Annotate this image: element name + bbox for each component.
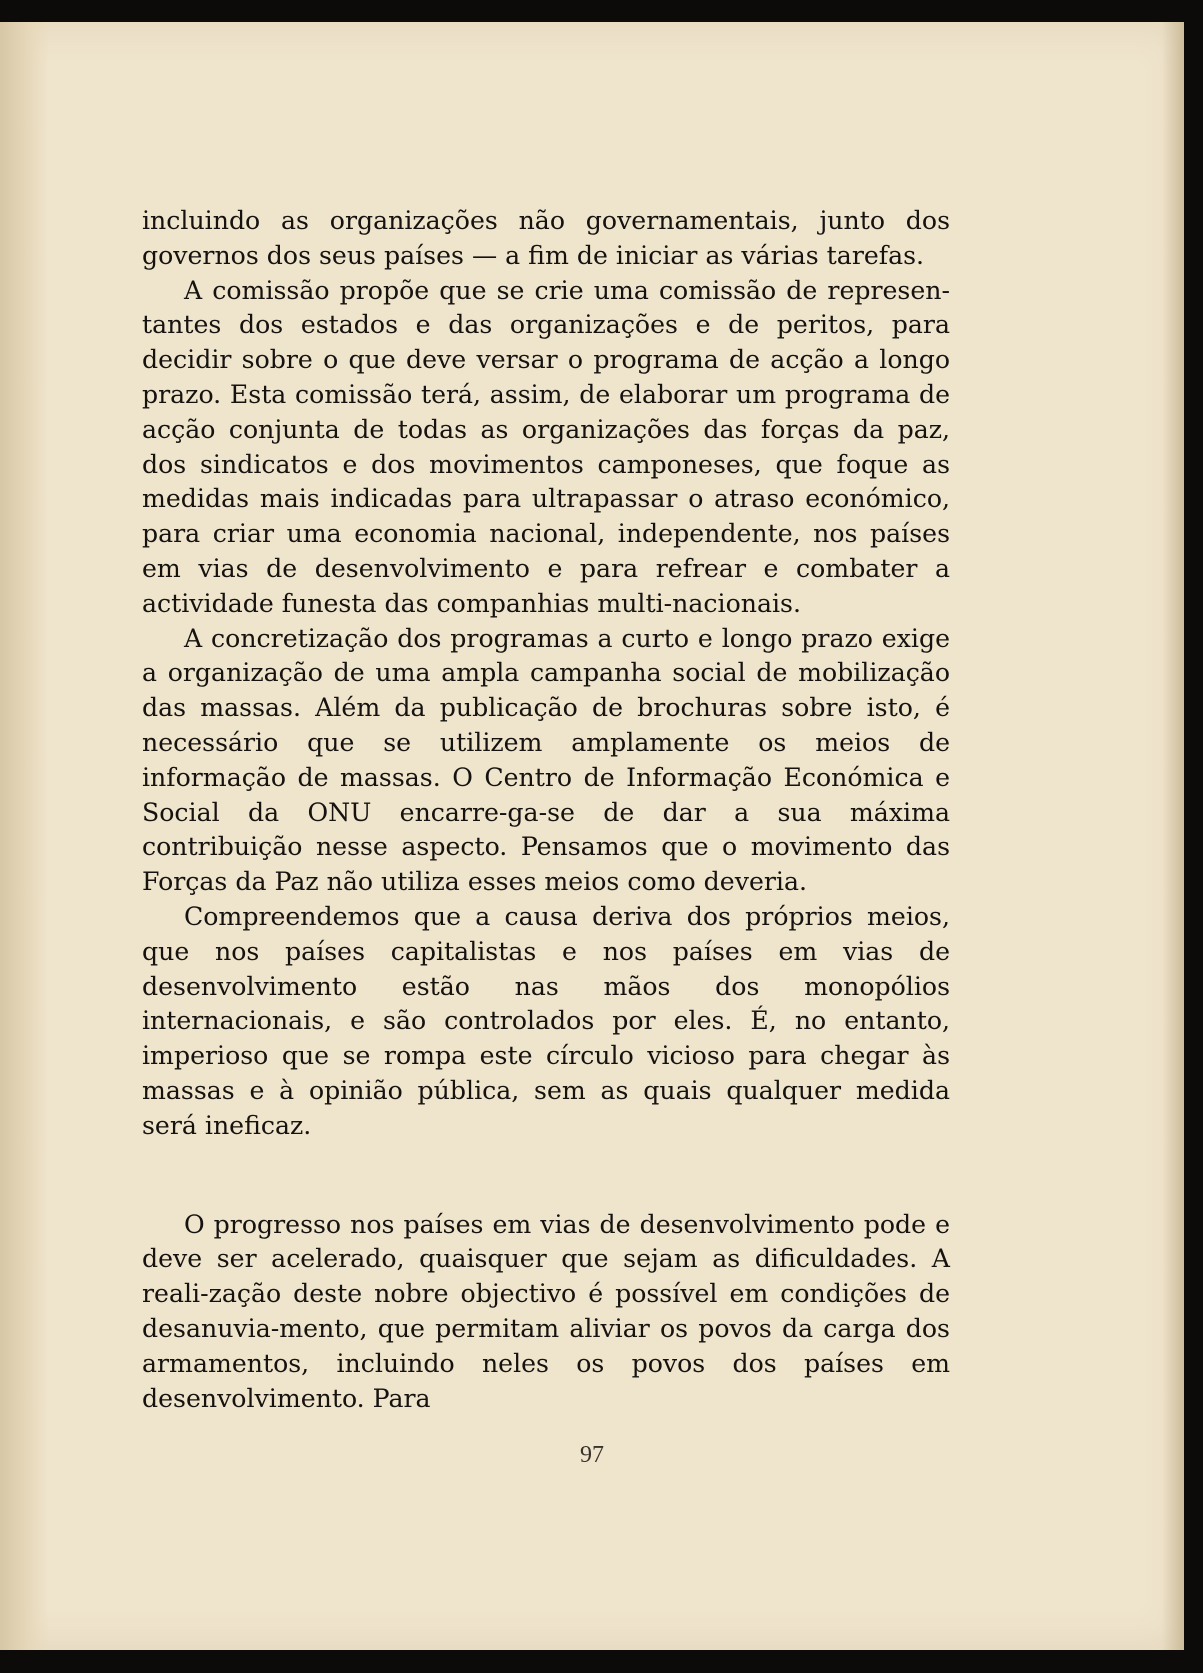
book-page bbox=[0, 22, 1184, 1650]
paragraph-3: A concretização dos programas a curto e longo prazo exige a organização de uma ampla campanha social de mobilização das massas. Além da publicação de brochuras sobre isto, é necessário que se utilizem amplamente os meios de informação de massas. O Centro de Informação Económica e Social da ONU encarre-ga-se de dar a sua máxima contribuição nesse aspecto. Pensamos que o movimento das Forças da Paz não utiliza esses meios como deveria. bbox=[142, 623, 950, 897]
body-text bbox=[142, 204, 950, 1416]
page-number: 97 bbox=[580, 1442, 604, 1468]
paragraph-5: O progresso nos países em vias de desenvolvimento pode e deve ser acelerado, quaisquer que sejam as dificuldades. A reali-zação deste nobre objectivo é possível em condições de desanuvia-mento, que permitam aliviar os povos da carga dos armamentos, incluindo neles os povos dos países em desenvolvimento. Para bbox=[142, 1209, 950, 1413]
paragraph-4: Compreendemos que a causa deriva dos próprios meios, que nos países capitalistas e nos países em vias de desenvolvimento estão nas mãos dos monopólios internacionais, e são controlados por eles. É, no entanto, imperioso que se rompa este círculo vicioso para chegar às massas e à opinião pública, sem as quais qualquer medida será ineficaz. bbox=[142, 901, 950, 1140]
paragraph-1: incluindo as organizações não governamentais, junto dos governos dos seus países — a fim de iniciar as várias tarefas. bbox=[142, 206, 950, 270]
paragraph-2: A comissão propõe que se crie uma comissão de represen-tantes dos estados e das organizações e de peritos, para decidir sobre o que deve versar o programa de acção a longo prazo. Esta comissão terá, assim, de elaborar um programa de acção conjunta de todas as organizações das forças da paz, dos sindicatos e dos movimentos camponeses, que foque as medidas mais indicadas para ultrapassar o atraso económico, para criar uma economia nacional, independente, nos países em vias de desenvolvimento e para refrear e combater a actividade funesta das companhias multi-nacionais. bbox=[142, 275, 950, 618]
